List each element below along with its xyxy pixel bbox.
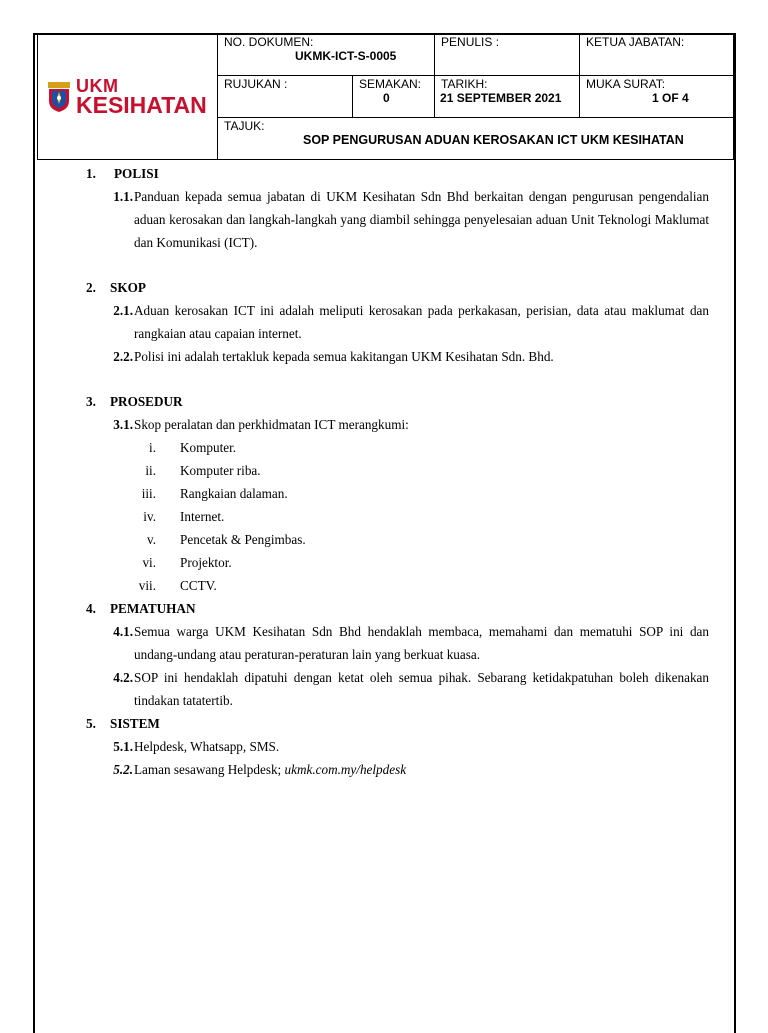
clause-number: 4.2.: [113, 670, 133, 685]
section-title: POLISI: [114, 166, 159, 181]
clause: [86, 758, 709, 781]
clause: [86, 299, 709, 345]
section-number: 3.: [86, 394, 96, 409]
ukm-kesihatan-logo: [38, 77, 217, 117]
tarikh-value: 21 SEPTEMBER 2021: [440, 91, 562, 105]
document-header-table: [37, 33, 734, 160]
penulis-cell: [435, 34, 580, 76]
clause-number: 2.1.: [113, 303, 133, 318]
clause-text: Polisi ini adalah tertakluk kepada semua kakitangan UKM Kesihatan Sdn. Bhd.: [134, 349, 554, 364]
clause: [86, 345, 709, 368]
list-item-number: i.: [149, 440, 156, 455]
ketua-jabatan-label: KETUA JABATAN:: [586, 35, 685, 49]
list-item-text: CCTV.: [180, 578, 217, 593]
logo-kesihatan-text: KESIHATAN: [76, 91, 207, 118]
list-item: [126, 482, 709, 505]
list-item-number: v.: [146, 532, 156, 547]
clause-number: 1.1.: [113, 189, 133, 204]
no-dokumen-value: UKMK-ICT-S-0005: [295, 49, 397, 63]
crest-icon: [46, 81, 72, 113]
tarikh-cell: [435, 76, 580, 118]
list-item-number: ii.: [145, 463, 156, 478]
clause-text: Skop peralatan dan perkhidmatan ICT merangkumi:: [134, 417, 409, 432]
helpdesk-url-link[interactable]: ukmk.com.my/helpdesk: [284, 762, 407, 777]
list-item: [126, 436, 709, 459]
list-item-text: Komputer riba.: [180, 463, 261, 478]
no-dokumen-cell: [218, 34, 435, 76]
tajuk-cell: [218, 118, 734, 160]
list-item: [126, 459, 709, 482]
list-item-number: iii.: [141, 486, 156, 501]
section-heading: [86, 390, 709, 413]
section-number: 1.: [86, 166, 96, 181]
section-number: 2.: [86, 280, 96, 295]
clause: [86, 666, 709, 712]
clause: [86, 620, 709, 666]
clause-text: Panduan kepada semua jabatan di UKM Kesihatan Sdn Bhd berkaitan dengan pengurusan pengendalian aduan kerosakan dan langkah-langkah yang diambil sehingga penyelesaian aduan Unit Teknologi Maklumat dan Komunikasi (ICT).: [134, 189, 709, 250]
rujukan-label: RUJUKAN :: [224, 77, 288, 91]
section-title: SKOP: [110, 280, 146, 295]
list-item: [126, 505, 709, 528]
list-item-text: Pencetak & Pengimbas.: [180, 532, 306, 547]
list-item-number: vii.: [138, 578, 156, 593]
section-heading: [86, 276, 709, 299]
semakan-cell: [353, 76, 435, 118]
logo-cell: [38, 34, 218, 160]
section-title: SISTEM: [110, 716, 160, 731]
list-item-text: Projektor.: [180, 555, 232, 570]
clause-number: 5.1.: [113, 739, 133, 754]
list-item-number: vi.: [142, 555, 156, 570]
section-title: PROSEDUR: [110, 394, 183, 409]
clause-number: 4.1.: [113, 624, 133, 639]
section-heading: [86, 162, 709, 185]
document-body: [86, 162, 709, 781]
list-item: [126, 551, 709, 574]
list-item-number: iv.: [143, 509, 156, 524]
muka-surat-cell: [580, 76, 734, 118]
ketua-jabatan-cell: [580, 34, 734, 76]
list-item-text: Komputer.: [180, 440, 237, 455]
section-heading: [86, 597, 709, 620]
list-item-text: Internet.: [180, 509, 225, 524]
section-number: 4.: [86, 601, 96, 616]
tajuk-label: TAJUK:: [224, 119, 265, 133]
muka-surat-label: MUKA SURAT:: [586, 77, 666, 91]
clause: [86, 735, 709, 758]
section-heading: [86, 712, 709, 735]
tarikh-label: TARIKH:: [441, 77, 488, 91]
list-item: [126, 528, 709, 551]
clause: [86, 185, 709, 254]
clause-text: Aduan kerosakan ICT ini adalah meliputi kerosakan pada perkakasan, perisian, data atau maklumat dan rangkaian atau capaian internet.: [134, 303, 709, 341]
penulis-label: PENULIS :: [441, 35, 500, 49]
logo-ukm-text: UKM: [76, 75, 119, 96]
clause-number: 2.2.: [113, 349, 133, 364]
clause-number: 3.1.: [113, 417, 133, 432]
clause: [86, 413, 709, 436]
no-dokumen-label: NO. DOKUMEN:: [224, 35, 314, 49]
clause-text: SOP ini hendaklah dipatuhi dengan ketat oleh semua pihak. Sebarang ketidakpatuhan boleh dikenakan tindakan tatatertib.: [134, 670, 709, 708]
semakan-label: SEMAKAN:: [359, 77, 422, 91]
clause-text-prefix: Laman sesawang Helpdesk;: [134, 762, 285, 777]
clause-number: 5.2.: [113, 762, 133, 777]
clause-text: [134, 758, 709, 781]
section-number: 5.: [86, 716, 96, 731]
list-item-text: Rangkaian dalaman.: [180, 486, 288, 501]
section-title: PEMATUHAN: [110, 601, 196, 616]
tajuk-value: SOP PENGURUSAN ADUAN KEROSAKAN ICT UKM KESIHATAN: [303, 133, 684, 147]
semakan-value: 0: [383, 91, 390, 105]
list-item: [126, 574, 709, 597]
scope-list: [126, 436, 709, 597]
rujukan-cell: [218, 76, 353, 118]
muka-surat-value: 1 OF 4: [652, 91, 689, 105]
clause-text: Helpdesk, Whatsapp, SMS.: [134, 739, 280, 754]
clause-text: Semua warga UKM Kesihatan Sdn Bhd hendaklah membaca, memahami dan mematuhi SOP ini dan undang-undang atau peraturan-peraturan lain yang berkuat kuasa.: [134, 624, 709, 662]
